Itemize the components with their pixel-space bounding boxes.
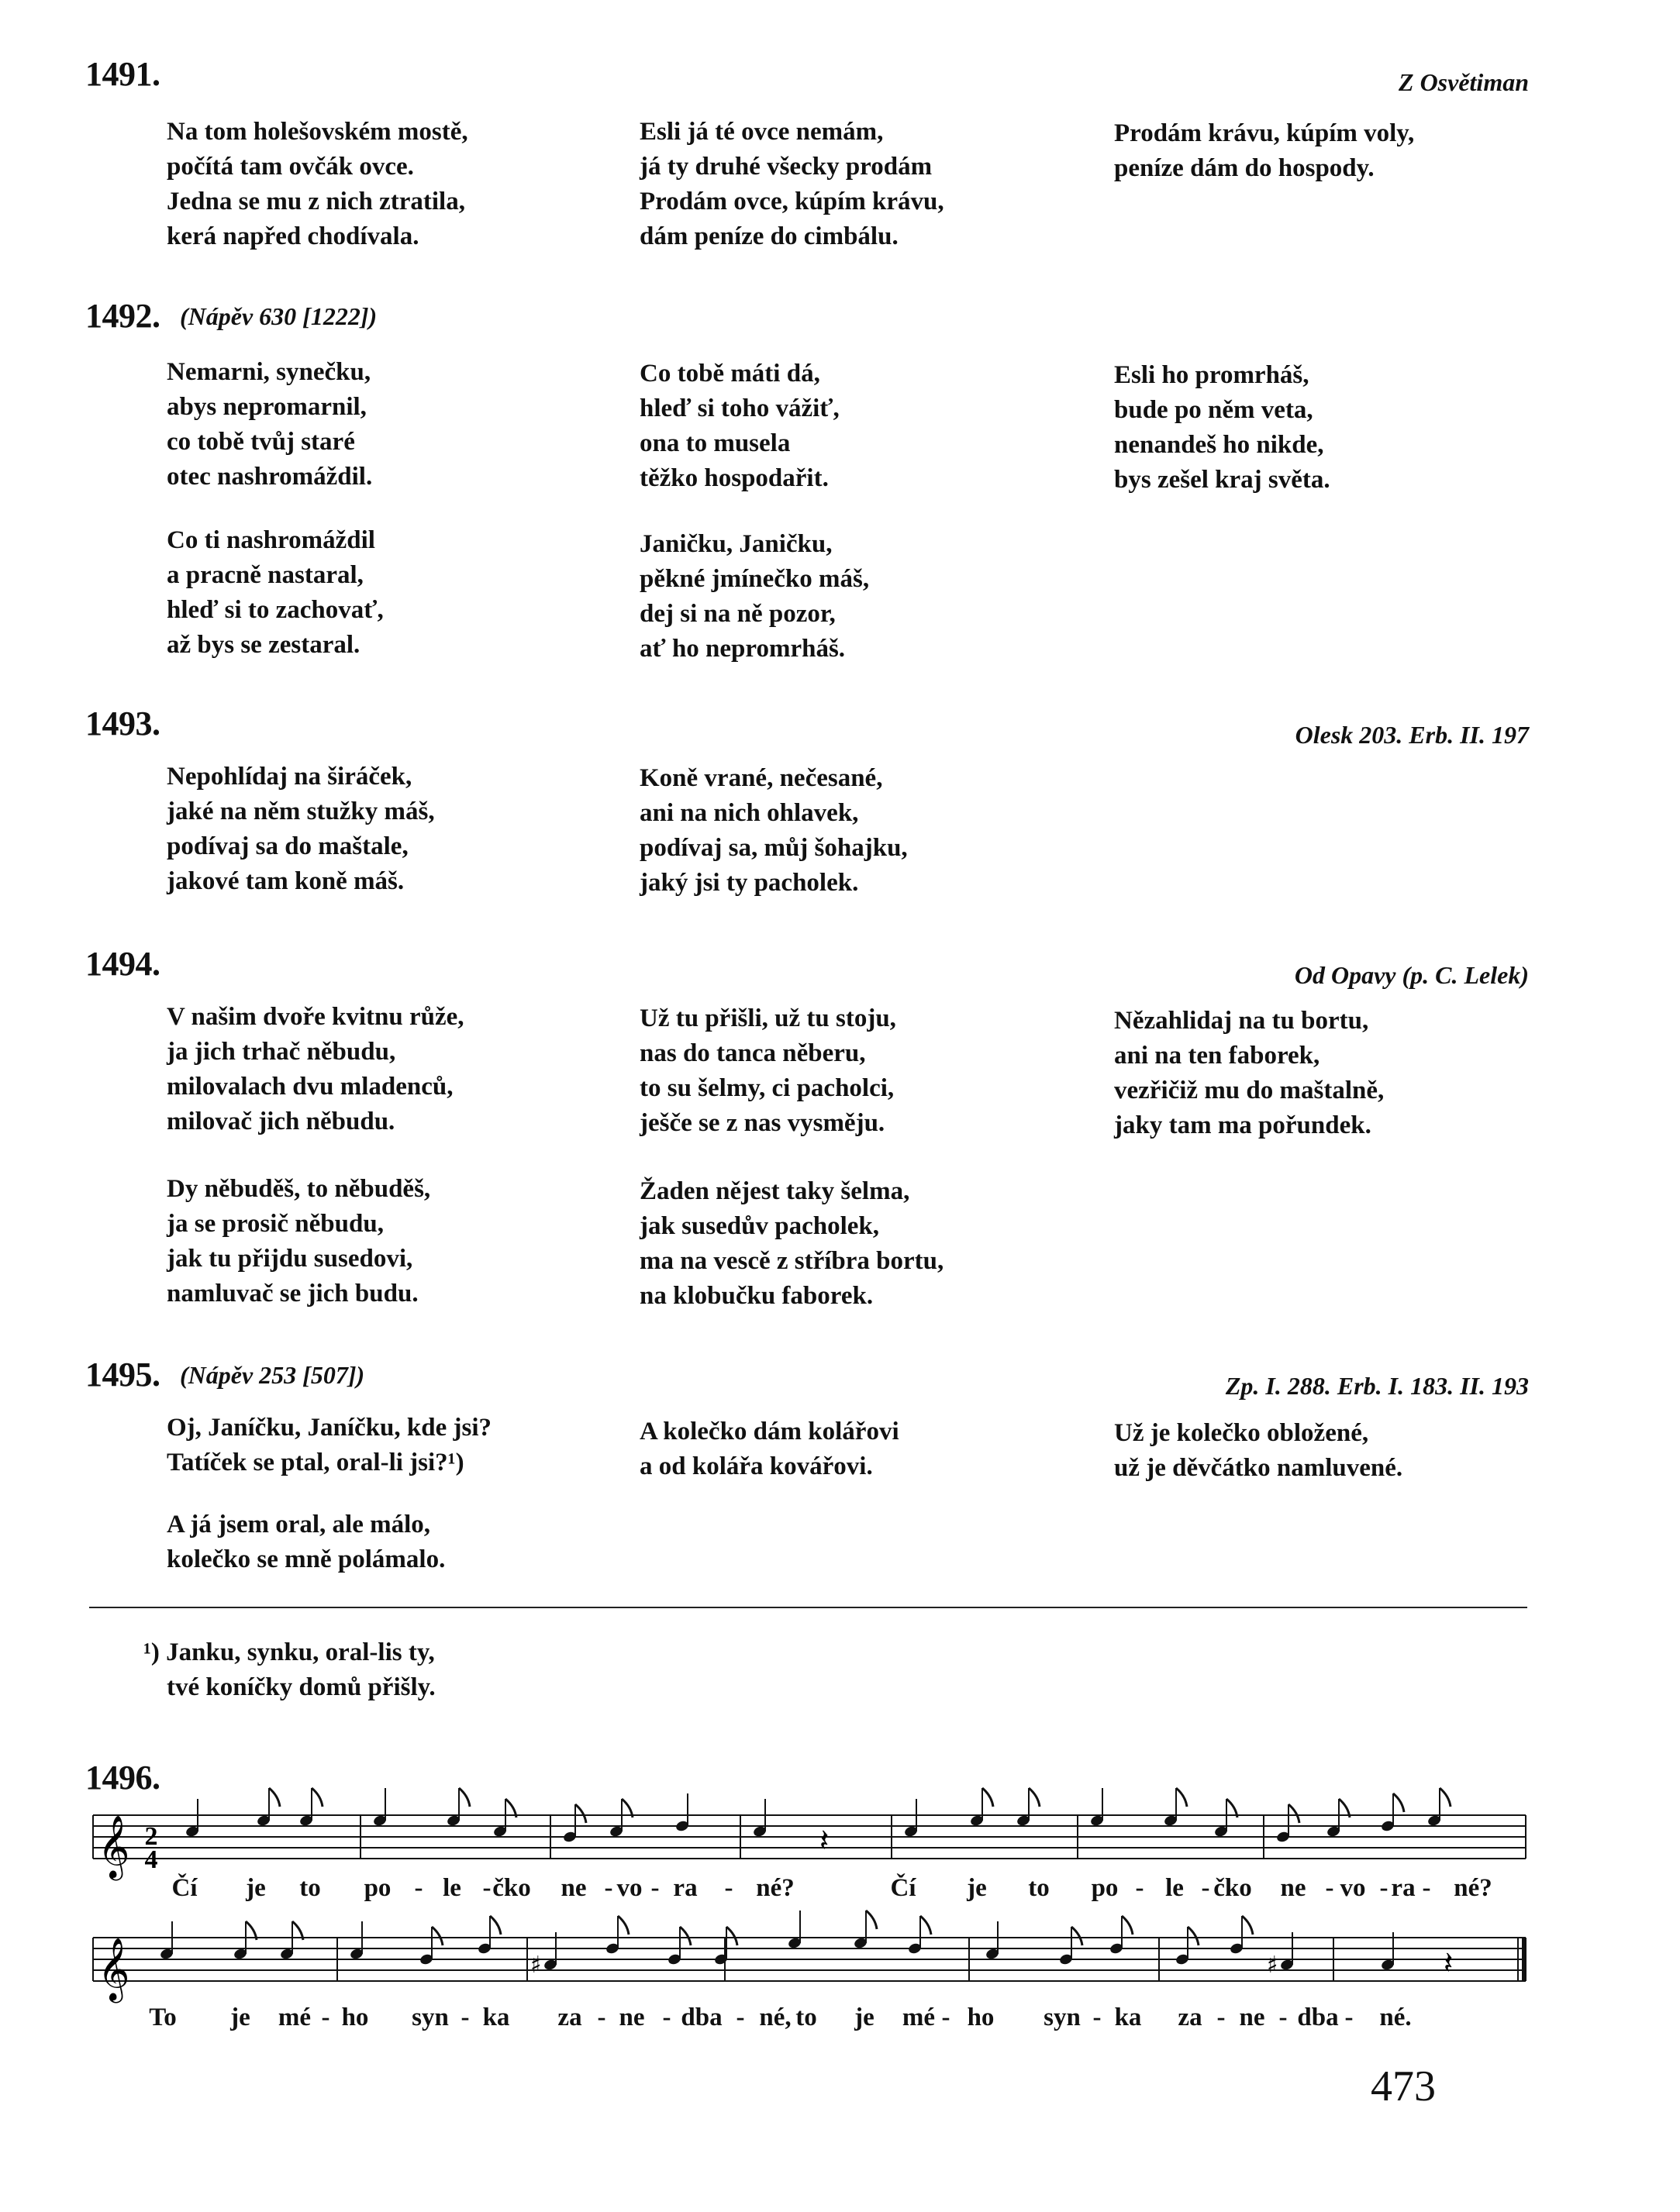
verse-line: hleď si toho vážiť, <box>640 395 840 422</box>
verse-line: podívaj sa, můj šohajku, <box>640 834 908 862</box>
verse-line: Už tu přišli, už tu stoju, <box>640 1004 896 1032</box>
melody-reference: (Nápěv 253 [507]) <box>180 1361 365 1389</box>
verse-line: už je děvčátko namluvené. <box>1114 1454 1403 1482</box>
song-number: 1491. <box>85 55 160 93</box>
verse-line: Nemarni, synečku, <box>167 358 371 386</box>
verse-line: Na tom holešovském mostě, <box>167 118 468 146</box>
verse-line: jak susedův pacholek, <box>640 1212 880 1240</box>
verse-line: bys zešel kraj světa. <box>1114 466 1330 494</box>
verse-line: Oj, Janíčku, Janíčku, kde jsi? <box>167 1414 492 1442</box>
lyric-syllable: - <box>1092 2004 1102 2031</box>
verse-line: jakové tam koně máš. <box>167 867 405 895</box>
verse-line: dám peníze do cimbálu. <box>640 222 899 250</box>
lyric-syllable: - <box>414 1874 423 1902</box>
verse-line: jaké na něm stužky máš, <box>167 798 435 825</box>
verse-line: kolečko se mně polámalo. <box>167 1545 446 1573</box>
lyric-syllable: le <box>443 1874 461 1902</box>
lyric-syllable: dba <box>681 2004 723 2031</box>
lyric-syllable: né. <box>1379 2004 1412 2031</box>
lyric-syllable: za <box>1178 2004 1202 2031</box>
verse-line: ona to musela <box>640 429 791 457</box>
lyric-syllable: po <box>1091 1874 1119 1902</box>
quarter-rest-icon: 𝄽 <box>1444 1945 1454 1981</box>
note-flag <box>1176 1788 1187 1807</box>
verse-line: jaky tam ma pořundek. <box>1114 1111 1371 1139</box>
verse-line: a pracně nastaral, <box>167 561 364 589</box>
verse-line: na klobučku faborek. <box>640 1282 874 1310</box>
lyric-syllable: čko <box>492 1874 531 1902</box>
verse-line: Jedna se mu z nich ztratila, <box>167 188 465 215</box>
song-number: 1493. <box>85 705 160 743</box>
sharp-icon: ♯ <box>530 1952 542 1979</box>
lyric-syllable: ho <box>341 2004 369 2031</box>
note-flag <box>1288 1804 1299 1823</box>
lyric-syllable: - <box>1135 1874 1144 1902</box>
verse-line: jak tu přijdu susedovi, <box>167 1245 413 1273</box>
lyric-syllable: né? <box>756 1874 795 1902</box>
lyric-syllable: je <box>854 2004 874 2031</box>
verse-line: Prodám krávu, kúpím voly, <box>1114 119 1415 147</box>
lyric-syllable: - <box>662 2004 671 2031</box>
note-flag <box>1242 1916 1253 1935</box>
footnote-line: ¹) Janku, synku, oral-lis ty, <box>143 1638 435 1666</box>
lyric-syllable: je <box>967 1874 987 1902</box>
note-flag <box>982 1788 993 1807</box>
lyric-syllable: ra <box>673 1874 698 1902</box>
verse-line: to su šelmy, ci pacholci, <box>640 1074 895 1102</box>
verse-line: ani na ten faborek, <box>1114 1042 1320 1070</box>
lyric-syllable: - <box>736 2004 745 2031</box>
verse-line: abys nepromarnil, <box>167 393 367 421</box>
note-flag <box>1122 1916 1133 1935</box>
verse-line: vezřičiž mu do maštalně, <box>1114 1077 1385 1104</box>
verse-line: Co tobě máti dá, <box>640 360 820 388</box>
verse-line: Esli já té ovce nemám, <box>640 118 884 146</box>
lyric-syllable: to <box>299 1874 321 1902</box>
lyric-syllable: ne <box>619 2004 645 2031</box>
verse-line: Nepohlídaj na širáček, <box>167 763 412 791</box>
verse-line: až bys se zestaral. <box>167 631 360 659</box>
note-flag <box>1440 1788 1451 1807</box>
lyric-syllable: ne <box>1239 2004 1265 2031</box>
verse-line: ani na nich ohlavek, <box>640 799 859 827</box>
verse-line: Dy něbuděš, to něbuděš, <box>167 1175 431 1203</box>
lyric-syllable: - <box>321 2004 330 2031</box>
page-number: 473 <box>1371 2062 1436 2110</box>
lyric-syllable: mé <box>902 2004 936 2031</box>
lyric-syllable: za <box>557 2004 582 2031</box>
lyric-syllable: - <box>1216 2004 1226 2031</box>
lyric-syllable: - <box>1379 1874 1389 1902</box>
verse-line: ať ho nepromrháš. <box>640 635 846 663</box>
note-flag <box>1071 1927 1082 1945</box>
song-number: 1496. <box>85 1759 160 1797</box>
song-source: Zp. I. 288. Erb. I. 183. II. 193 <box>1225 1372 1529 1400</box>
song-number: 1495. <box>85 1356 160 1394</box>
lyric-syllable: - <box>941 2004 950 2031</box>
verse-line: peníze dám do hospody. <box>1114 154 1375 182</box>
verse-line: milovač jich něbudu. <box>167 1108 395 1135</box>
verse-line: bude po něm veta, <box>1114 396 1313 424</box>
lyric-syllable: ra <box>1391 1874 1416 1902</box>
verse-line: já ty druhé všecky prodám <box>640 153 933 181</box>
lyric-syllable: Čí <box>890 1874 916 1902</box>
verse-line: dej si na ně pozor, <box>640 600 836 628</box>
note-flag <box>312 1788 323 1807</box>
lyric-syllable: je <box>246 1874 266 1902</box>
lyric-syllable: - <box>724 1874 733 1902</box>
lyric-syllable: ka <box>482 2004 510 2031</box>
verse-line: ješče se z nas vysměju. <box>640 1109 885 1137</box>
lyric-syllable: To <box>149 2004 177 2031</box>
treble-clef-icon: 𝄞 <box>98 1937 130 2000</box>
lyric-syllable: né, <box>759 2004 792 2031</box>
lyric-syllable: čko <box>1213 1874 1252 1902</box>
note-flag <box>269 1788 280 1807</box>
verse-line: Prodám ovce, kúpím krávu, <box>640 188 944 215</box>
lyric-syllable: to <box>1028 1874 1050 1902</box>
lyric-syllable: dba <box>1297 2004 1339 2031</box>
verse-line: počítá tam ovčák ovce. <box>167 153 414 181</box>
note-flag <box>866 1911 877 1929</box>
verse-line: nas do tanca něberu, <box>640 1039 866 1067</box>
lyric-syllable: ka <box>1114 2004 1142 2031</box>
song-number: 1494. <box>85 945 160 983</box>
verse-line: Žaden nějest taky šelma, <box>640 1177 910 1205</box>
verse-line: nenandeš ho nikde, <box>1114 431 1324 459</box>
song-source: Z Osvětiman <box>1399 68 1529 96</box>
note-flag <box>490 1916 501 1935</box>
lyric-syllable: - <box>597 2004 606 2031</box>
lyric-syllable: to <box>795 2004 817 2031</box>
lyric-syllable: - <box>1201 1874 1210 1902</box>
lyric-syllable: le <box>1165 1874 1184 1902</box>
lyric-syllable: syn <box>1044 2004 1081 2031</box>
verse-line: a od kolářa kovářovi. <box>640 1452 873 1480</box>
lyric-syllable: - <box>1325 1874 1334 1902</box>
song-number: 1492. <box>85 297 160 335</box>
verse-line: podívaj sa do maštale, <box>167 832 409 860</box>
sharp-icon: ♯ <box>1267 1952 1278 1979</box>
verse-line: ja jich trhač něbudu, <box>167 1038 396 1066</box>
staff <box>93 1911 1526 2003</box>
note-flag <box>459 1788 470 1807</box>
verse-line: Co ti nashromáždil <box>167 526 375 554</box>
verse-line: hleď si to zachovať, <box>167 596 384 624</box>
verse-line: ja se prosič něbudu, <box>167 1210 384 1238</box>
song-source: Od Opavy (p. C. Lelek) <box>1294 961 1529 989</box>
note-flag <box>680 1927 691 1945</box>
lyric-syllable: syn <box>412 2004 449 2031</box>
verse-line: Nězahlidaj na tu bortu, <box>1114 1007 1369 1035</box>
note-flag <box>1029 1788 1040 1807</box>
lyric-syllable: - <box>482 1874 492 1902</box>
lyric-syllable: vo <box>1340 1874 1366 1902</box>
song-source: Olesk 203. Erb. II. 197 <box>1295 721 1529 749</box>
melody-reference: (Nápěv 630 [1222]) <box>180 302 378 330</box>
note-flag <box>1188 1927 1199 1945</box>
lyric-syllable: ho <box>967 2004 995 2031</box>
lyric-syllable: mé <box>278 2004 312 2031</box>
lyric-syllable: - <box>461 2004 470 2031</box>
time-signature-bottom: 4 <box>144 1845 158 1874</box>
note-flag <box>575 1804 586 1823</box>
verse-line: Koně vrané, nečesané, <box>640 764 883 792</box>
verse-line: V našim dvoře kvitnu růže, <box>167 1003 464 1031</box>
verse-line: A kolečko dám kolářovi <box>640 1418 899 1445</box>
lyric-syllable: - <box>1422 1874 1431 1902</box>
note-flag <box>432 1927 443 1945</box>
note-flag <box>1393 1793 1404 1812</box>
lyric-syllable: je <box>230 2004 250 2031</box>
verse-line: Janičku, Janičku, <box>640 530 833 558</box>
verse-line: Esli ho promrháš, <box>1114 361 1309 389</box>
verse-line: namluvač se jich budu. <box>167 1280 419 1308</box>
verse-line: Tatíček se ptal, oral-li jsi?¹) <box>167 1449 464 1476</box>
verse-line: otec nashromáždil. <box>167 463 373 491</box>
lyric-syllable: ne <box>1280 1874 1306 1902</box>
note-flag <box>920 1916 931 1935</box>
verse-line: pěkné jmínečko máš, <box>640 565 870 593</box>
lyric-syllable: né? <box>1454 1874 1492 1902</box>
note-flag <box>618 1916 629 1935</box>
lyric-syllable: vo <box>616 1874 643 1902</box>
verse-line: A já jsem oral, ale málo, <box>167 1511 431 1538</box>
verse-line: kerá napřed chodívala. <box>167 222 419 250</box>
lyric-syllable: po <box>364 1874 392 1902</box>
staff <box>93 1788 1526 1880</box>
lyric-syllable: - <box>604 1874 613 1902</box>
lyric-syllable: - <box>1278 2004 1288 2031</box>
final-barline <box>1522 1938 1526 1981</box>
verse-line: Už je kolečko obložené, <box>1114 1419 1369 1447</box>
treble-clef-icon: 𝄞 <box>98 1814 130 1878</box>
lyric-syllable: - <box>1344 2004 1354 2031</box>
note-flag <box>726 1927 737 1945</box>
verse-line: těžko hospodařit. <box>640 464 829 492</box>
lyric-syllable: - <box>650 1874 660 1902</box>
footnote-line: tvé koníčky domů přišly. <box>167 1673 436 1701</box>
verse-line: jaký jsi ty pacholek. <box>640 869 859 897</box>
quarter-rest-icon: 𝄽 <box>819 1823 830 1859</box>
lyric-syllable: Čí <box>171 1874 198 1902</box>
verse-line: milovalach dvu mladenců, <box>167 1073 454 1101</box>
time-signature-top: 2 <box>144 1822 158 1851</box>
verse-line: co tobě tvůj staré <box>167 428 355 456</box>
verse-line: ma na vescě z stříbra bortu, <box>640 1247 944 1275</box>
lyric-syllable: ne <box>561 1874 587 1902</box>
